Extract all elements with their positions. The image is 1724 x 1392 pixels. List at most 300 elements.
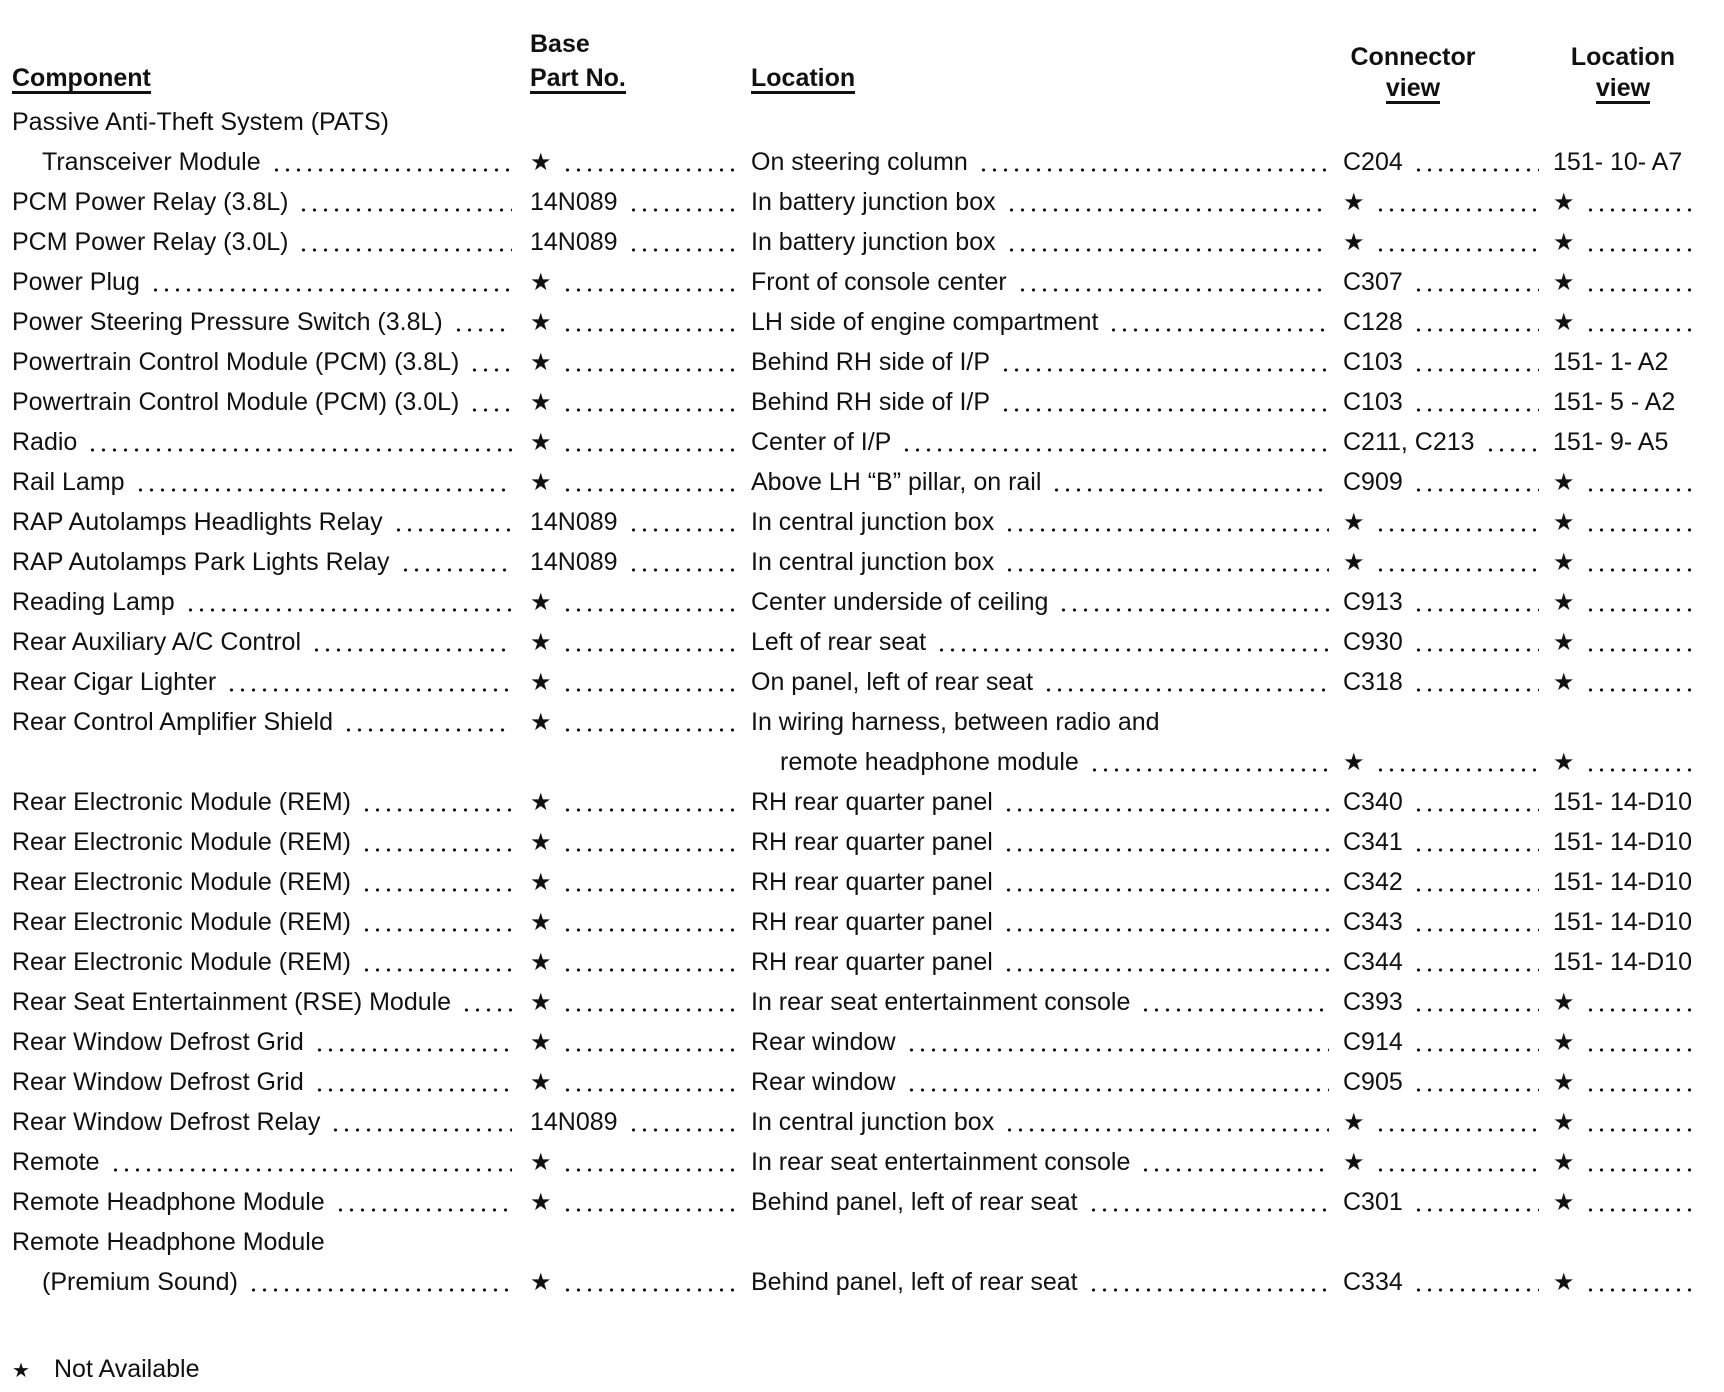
component-text: Radio [12,427,78,456]
star-icon: ★ [1553,748,1575,776]
dot-leader [1017,262,1329,302]
component-text: Remote Headphone Module [12,1187,325,1216]
connector-view-cell [1343,262,1547,302]
dot-leader [628,182,739,222]
dot-leader [335,1182,512,1222]
base-part-no-cell [530,702,747,742]
dot-leader [628,222,739,262]
dot-leader [562,702,739,742]
component-text: Remote [12,1147,100,1176]
dot-leader [562,262,739,302]
component-cell [12,942,520,982]
dot-leader [1413,1182,1539,1222]
connector-view-text: C128 [1343,307,1403,336]
location-view-cell [1553,302,1707,342]
header-location-view: view [1595,74,1651,102]
dot-leader [1585,182,1699,222]
table-row [0,582,1724,622]
base-part-no-cell [530,382,747,422]
star-icon: ★ [1553,1068,1575,1096]
star-icon: ★ [1553,988,1575,1016]
location-cell [780,742,1337,782]
connector-view-cell [1343,622,1547,662]
dot-leader [562,822,739,862]
connector-view-cell [1343,542,1547,582]
component-cell [12,782,520,822]
location-text: Above LH “B” pillar, on rail [751,467,1042,496]
base-part-no-cell [530,1102,747,1142]
component-text: Rear Electronic Module (REM) [12,867,351,896]
connector-view-text: C301 [1343,1187,1403,1216]
location-cell [751,702,1337,742]
dot-leader [1108,302,1329,342]
location-text: RH rear quarter panel [751,827,993,856]
component-text: Rear Electronic Module (REM) [12,787,351,816]
dot-leader [1413,862,1539,902]
dot-leader [87,422,512,462]
star-icon: ★ [1343,748,1365,776]
table-row [0,142,1724,182]
base-part-no-cell [530,422,747,462]
location-view-text: 151- 14-D10 [1553,787,1692,816]
dot-leader [1375,1102,1539,1142]
location-text: Rear window [751,1067,896,1096]
dot-leader [1413,622,1539,662]
dot-leader [1375,742,1539,782]
table-row [0,1262,1724,1302]
dot-leader [461,982,512,1022]
connector-view-cell [1343,1022,1547,1062]
component-text: Reading Lamp [12,587,175,616]
component-cell [12,662,520,702]
component-text: Rear Electronic Module (REM) [12,907,351,936]
component-cell [12,702,520,742]
location-view-cell [1553,942,1707,982]
dot-leader [314,1022,512,1062]
base-part-no-cell [530,902,747,942]
table-row [0,1022,1724,1062]
component-text: Rear Auxiliary A/C Control [12,627,302,656]
connector-view-text: C103 [1343,387,1403,416]
star-icon: ★ [530,708,552,736]
dot-leader [1003,902,1329,942]
star-icon: ★ [530,468,552,496]
location-text: Front of console center [751,267,1007,296]
connector-view-text: C930 [1343,627,1403,656]
dot-leader [562,382,739,422]
table-row [0,902,1724,942]
table-row [0,1102,1724,1142]
dot-leader [562,342,739,382]
base-part-no-cell [530,782,747,822]
dot-leader [1413,382,1539,422]
star-icon: ★ [530,268,552,296]
dot-leader [469,342,512,382]
location-view-cell [1553,782,1707,822]
location-text: RH rear quarter panel [751,947,993,976]
star-icon: ★ [530,788,552,816]
component-cell [12,462,520,502]
location-text: RH rear quarter panel [751,907,993,936]
header-location: Location [751,64,856,92]
table-row [0,702,1724,742]
location-view-cell [1553,222,1707,262]
dot-leader [1585,1062,1699,1102]
star-icon: ★ [1553,588,1575,616]
dot-leader [1585,1142,1699,1182]
dot-leader [562,1062,739,1102]
base-part-no-cell [530,182,747,222]
connector-view-cell [1343,662,1547,702]
dot-leader [1413,462,1539,502]
connector-view-text: C318 [1343,667,1403,696]
location-view-cell [1553,1262,1707,1302]
dot-leader [562,862,739,902]
star-icon: ★ [1343,188,1365,216]
component-cell [12,1062,520,1102]
dot-leader [1413,1062,1539,1102]
dot-leader [1004,542,1329,582]
connector-view-text: C343 [1343,907,1403,936]
location-cell [751,622,1337,662]
location-cell [751,502,1337,542]
location-text: RH rear quarter panel [751,867,993,896]
location-view-cell [1553,542,1707,582]
component-cell [12,1182,520,1222]
dot-leader [393,502,512,542]
star-icon: ★ [1553,508,1575,536]
star-icon: ★ [530,588,552,616]
connector-view-cell [1343,1262,1547,1302]
dot-leader [1413,782,1539,822]
table-row [0,1222,1724,1262]
component-cell [12,982,520,1022]
component-cell [12,862,520,902]
dot-leader [361,822,512,862]
base-part-no-cell [530,582,747,622]
location-cell [751,342,1337,382]
dot-leader [1088,1182,1329,1222]
location-cell [751,782,1337,822]
dot-leader [1004,1102,1329,1142]
component-text: Powertrain Control Module (PCM) (3.8L) [12,347,460,376]
component-cell [12,302,520,342]
dot-leader [311,622,512,662]
location-cell [751,1062,1337,1102]
location-cell [751,942,1337,982]
star-icon: ★ [530,1068,552,1096]
component-text: RAP Autolamps Headlights Relay [12,507,383,536]
dot-leader [1004,502,1329,542]
dot-leader [1585,222,1699,262]
star-icon: ★ [1553,468,1575,496]
location-view-cell [1553,742,1707,782]
dot-leader [1375,502,1539,542]
component-text: Rear Electronic Module (REM) [12,827,351,856]
component-text: Rail Lamp [12,467,125,496]
location-cell [751,1142,1337,1182]
table-row [0,102,1724,142]
location-cell [751,862,1337,902]
connector-view-text: C211, C213 [1343,427,1475,456]
table-row [0,382,1724,422]
location-view-cell [1553,182,1707,222]
dot-leader [330,1102,512,1142]
base-part-no-cell [530,622,747,662]
base-part-no-cell [530,862,747,902]
location-view-cell [1553,1062,1707,1102]
dot-leader [1043,662,1329,702]
star-icon: ★ [530,1148,552,1176]
table-row [0,222,1724,262]
base-part-no-cell [530,342,747,382]
location-cell [751,542,1337,582]
location-text: In central junction box [751,1107,995,1136]
dot-leader [562,422,739,462]
location-text: remote headphone module [780,747,1079,776]
dot-leader [1585,1262,1699,1302]
connector-view-cell [1343,942,1547,982]
location-view-text: 151- 1- A2 [1553,347,1669,376]
connector-view-text: C909 [1343,467,1403,496]
base-part-no-cell [530,502,747,542]
dot-leader [1375,182,1539,222]
dot-leader [562,302,739,342]
base-part-no-text: 14N089 [530,547,618,576]
location-text: In central junction box [751,507,995,536]
dot-leader [1413,942,1539,982]
connector-view-cell [1343,742,1547,782]
location-view-cell [1553,1182,1707,1222]
dot-leader [1413,342,1539,382]
location-view-text: 151- 9- A5 [1553,427,1669,456]
table-row [0,1142,1724,1182]
table-row [0,662,1724,702]
location-view-cell [1553,1022,1707,1062]
connector-view-cell [1343,822,1547,862]
dot-leader [185,582,512,622]
dot-leader [936,622,1329,662]
dot-leader [978,142,1329,182]
base-part-no-cell [530,982,747,1022]
dot-leader [1006,222,1329,262]
table-row [0,822,1724,862]
connector-view-text: C393 [1343,987,1403,1016]
base-part-no-text: 14N089 [530,187,618,216]
connector-view-cell [1343,302,1547,342]
dot-leader [562,1182,739,1222]
component-text: Power Steering Pressure Switch (3.8L) [12,307,443,336]
location-cell [751,582,1337,622]
star-icon: ★ [530,868,552,896]
location-text: RH rear quarter panel [751,787,993,816]
dot-leader [361,782,512,822]
location-text: Left of rear seat [751,627,927,656]
star-icon: ★ [530,1028,552,1056]
connector-view-cell [1343,182,1547,222]
location-text: Behind panel, left of rear seat [751,1187,1078,1216]
dot-leader [1413,902,1539,942]
dot-leader [1000,382,1329,422]
location-cell [751,662,1337,702]
header-connector: Connector [1350,43,1476,71]
location-text: Behind RH side of I/P [751,347,991,376]
dot-leader [1585,622,1699,662]
star-icon: ★ [1343,1148,1365,1176]
star-icon: ★ [1553,228,1575,256]
star-icon: ★ [530,308,552,336]
component-cell [12,1022,520,1062]
star-icon: ★ [530,1268,552,1296]
base-part-no-cell [530,1022,747,1062]
star-icon: ★ [1343,228,1365,256]
star-icon: ★ [1553,1148,1575,1176]
dot-leader [1585,662,1699,702]
component-text: RAP Autolamps Park Lights Relay [12,547,390,576]
dot-leader [1413,582,1539,622]
dot-leader [1585,502,1699,542]
component-text: Rear Window Defrost Relay [12,1107,321,1136]
component-cell [12,222,520,262]
location-view-text: 151- 14-D10 [1553,827,1692,856]
base-part-no-cell [530,1182,747,1222]
dot-leader [562,1022,739,1062]
dot-leader [314,1062,512,1102]
component-cell [12,902,520,942]
component-text: Rear Electronic Module (REM) [12,947,351,976]
dot-leader [562,622,739,662]
dot-leader [562,902,739,942]
location-view-cell [1553,902,1707,942]
component-cell [12,262,520,302]
star-icon: ★ [1553,628,1575,656]
component-text: Rear Window Defrost Grid [12,1027,304,1056]
star-icon: ★ [1553,548,1575,576]
dot-leader [150,262,512,302]
dot-leader [361,942,512,982]
location-cell [751,422,1337,462]
star-icon: ★ [1343,1108,1365,1136]
dot-leader [1003,862,1329,902]
dot-leader [469,382,512,422]
base-part-no-cell [530,142,747,182]
connector-view-cell [1343,1102,1547,1142]
component-text: Powertrain Control Module (PCM) (3.0L) [12,387,460,416]
star-icon: ★ [530,388,552,416]
component-cell [12,822,520,862]
connector-view-cell [1343,862,1547,902]
location-view-cell [1553,462,1707,502]
location-text: In battery junction box [751,187,996,216]
location-text: On panel, left of rear seat [751,667,1034,696]
connector-view-cell [1343,1062,1547,1102]
dot-leader [110,1142,512,1182]
dot-leader [361,902,512,942]
dot-leader [1585,302,1699,342]
dot-leader [1413,662,1539,702]
base-part-no-cell [530,462,747,502]
connector-view-cell [1343,462,1547,502]
table-row [0,622,1724,662]
dot-leader [628,502,739,542]
dot-leader [1585,462,1699,502]
connector-view-cell [1343,1182,1547,1222]
dot-leader [1585,582,1699,622]
star-icon: ★ [530,948,552,976]
dot-leader [1585,1182,1699,1222]
dot-leader [1375,542,1539,582]
location-view-cell [1553,142,1707,182]
dot-leader [562,942,739,982]
connector-view-cell [1343,422,1547,462]
connector-view-text: C914 [1343,1027,1403,1056]
star-icon: ★ [1553,668,1575,696]
footnote [12,1352,199,1388]
dot-leader [135,462,512,502]
base-part-no-cell [530,222,747,262]
dot-leader [453,302,512,342]
base-part-no-cell [530,822,747,862]
component-text: PCM Power Relay (3.8L) [12,187,289,216]
dot-leader [562,1262,739,1302]
table-row [0,542,1724,582]
location-view-cell [1553,662,1707,702]
location-text: Behind RH side of I/P [751,387,991,416]
component-text: Rear Control Amplifier Shield [12,707,333,736]
dot-leader [1585,542,1699,582]
location-text: Behind panel, left of rear seat [751,1267,1078,1296]
component-text: Rear Window Defrost Grid [12,1067,304,1096]
dot-leader [1003,782,1329,822]
base-part-no-cell [530,1062,747,1102]
connector-view-cell [1343,582,1547,622]
connector-view-text: C204 [1343,147,1403,176]
location-text: In central junction box [751,547,995,576]
dot-leader [1585,262,1699,302]
connector-view-text: C344 [1343,947,1403,976]
component-cell [12,422,520,462]
dot-leader [271,142,512,182]
base-part-no-cell [530,942,747,982]
dot-leader [1140,1142,1329,1182]
location-cell [751,182,1337,222]
location-cell [751,1262,1337,1302]
star-icon: ★ [530,348,552,376]
component-text: Remote Headphone Module [12,1227,325,1256]
star-icon: ★ [530,988,552,1016]
dot-leader [1088,1262,1329,1302]
location-text: In wiring harness, between radio and [751,707,1160,736]
base-part-no-cell [530,542,747,582]
dot-leader [562,782,739,822]
star-icon: ★ [530,668,552,696]
location-cell [751,982,1337,1022]
location-view-text: 151- 14-D10 [1553,907,1692,936]
connector-view-cell [1343,982,1547,1022]
location-view-cell [1553,822,1707,862]
star-icon: ★ [12,1360,30,1382]
location-text: Center of I/P [751,427,892,456]
dot-leader [1003,942,1329,982]
table-row [0,942,1724,982]
connector-view-text: C342 [1343,867,1403,896]
dot-leader [400,542,512,582]
dot-leader [901,422,1329,462]
connector-view-text: C334 [1343,1267,1403,1296]
dot-leader [562,462,739,502]
dot-leader [562,142,739,182]
component-text: PCM Power Relay (3.0L) [12,227,289,256]
